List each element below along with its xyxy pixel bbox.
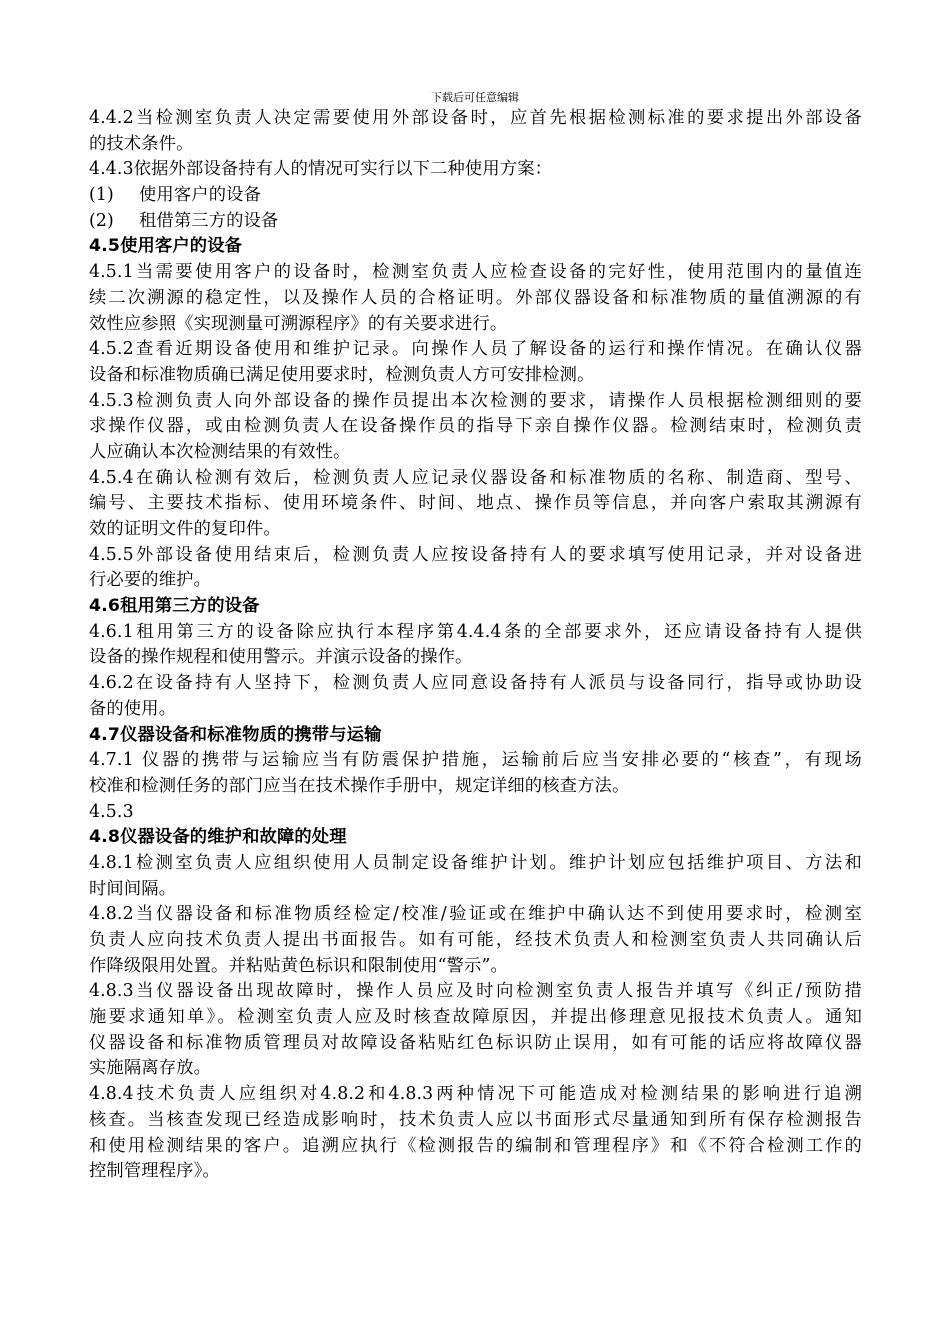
- paragraph-line: 4.8.4技术负责人应组织对4.8.2和4.8.3两种情况下可能造成对检测结果的影响进行追溯: [89, 1084, 862, 1105]
- paragraph-line: 核查。当核查发现已经造成影响时，技术负责人应以书面形式尽量通知到所有保存检测报告: [89, 1109, 862, 1130]
- paragraph-line: 设备的操作规程和使用警示。并演示设备的操作。: [89, 647, 473, 668]
- paragraph-line: 行必要的维护。: [89, 570, 212, 591]
- section-heading: 4.5使用客户的设备: [89, 236, 243, 257]
- paragraph-line: 4.4.3依据外部设备持有人的情况可实行以下二种使用方案：: [89, 159, 553, 180]
- paragraph-line: 4.4.2当检测室负责人决定需要使用外部设备时，应首先根据检测标准的要求提出外部设备: [89, 108, 862, 128]
- paragraph-line: 4.5.3: [89, 801, 134, 822]
- paragraph-line: 和使用检测结果的客户。追溯应执行《检测报告的编制和管理程序》和《不符合检测工作的: [89, 1135, 862, 1156]
- paragraph-line: 的技术条件。: [89, 133, 194, 154]
- paragraph-line: 人应确认本次检测结果的有效性。: [89, 441, 351, 462]
- paragraph-line: 4.5.5外部设备使用结束后，检测负责人应按设备持有人的要求填写使用记录，并对设备进: [89, 544, 862, 565]
- paragraph-line: 4.6.1租用第三方的设备除应执行本程序第4.4.4条的全部要求外，还应请设备持有人提供: [89, 621, 862, 642]
- section-heading: 4.7仪器设备和标准物质的携带与运输: [89, 724, 382, 745]
- list-item: [89, 183, 862, 209]
- paragraph-line: 4.8.3当仪器设备出现故障时，操作人员应及时向检测室负责人报告并填写《纠正/预防措: [89, 981, 862, 1002]
- paragraph-line: 校准和检测任务的部门应当在技术操作手册中，规定详细的核查方法。: [89, 775, 630, 796]
- paragraph-line: 4.8.1检测室负责人应组织使用人员制定设备维护计划。维护计划应包括维护项目、方法和: [89, 852, 862, 873]
- paragraph-line: 效性应参照《实现测量可溯源程序》的有关要求进行。: [89, 313, 508, 334]
- paragraph-line: 备的使用。: [89, 698, 177, 719]
- page-header-note: 下载后可任意编辑: [431, 91, 519, 104]
- list-item-number: (1): [89, 185, 114, 206]
- paragraph-line: 实施隔离存放。: [89, 1058, 212, 1079]
- paragraph-line: 编号、主要技术指标、使用环境条件、时间、地点、操作员等信息，并向客户索取其溯源有: [89, 493, 862, 514]
- list-item-number: (2): [89, 210, 114, 231]
- list-item: [89, 209, 862, 235]
- paragraph-line: 效的证明文件的复印件。: [89, 519, 281, 539]
- paragraph-line: 求操作仪器，或由检测负责人在设备操作员的指导下亲自操作仪器。检测结束时，检测负责: [89, 416, 862, 437]
- paragraph-line: 续二次溯源的稳定性，以及操作人员的合格证明。外部仪器设备和标准物质的量值溯源的有: [89, 287, 862, 308]
- paragraph-line: 施要求通知单》。检测室负责人应及时核查故障原因，并提出修理意见报技术负责人。通知: [89, 1007, 862, 1028]
- section-heading: 4.6租用第三方的设备: [89, 596, 260, 617]
- paragraph-line: 4.8.2当仪器设备和标准物质经检定/校准/验证或在维护中确认达不到使用要求时，检测室: [89, 904, 862, 925]
- paragraph-line: 仪器设备和标准物质管理员对故障设备粘贴红色标识防止误用，如有可能的话应将故障仪器: [89, 1032, 862, 1053]
- paragraph-line: 负责人应向技术负责人提出书面报告。如有可能，经技术负责人和检测室负责人共同确认后: [89, 930, 862, 950]
- list-item-text: 使用客户的设备: [139, 185, 262, 206]
- document-body: [89, 106, 862, 1185]
- paragraph-line: 控制管理程序》。: [89, 1161, 220, 1182]
- paragraph-line: 4.5.3检测负责人向外部设备的操作员提出本次检测的要求，请操作人员根据检测细则的要: [89, 390, 862, 411]
- paragraph-line: 4.5.2查看近期设备使用和维护记录。向操作人员了解设备的运行和操作情况。在确认仪器: [89, 339, 862, 360]
- list-item-text: 租借第三方的设备: [139, 210, 279, 231]
- paragraph-line: 4.5.4在确认检测有效后，检测负责人应记录仪器设备和标准物质的名称、制造商、型号、: [89, 467, 862, 488]
- paragraph-line: 时间间隔。: [89, 878, 177, 899]
- section-heading: 4.8仪器设备的维护和故障的处理: [89, 827, 347, 848]
- paragraph-line: 作降级限用处置。并粘贴黄色标识和限制使用“警示”。: [89, 955, 508, 976]
- paragraph-line: 4.6.2在设备持有人坚持下，检测负责人应同意设备持有人派员与设备同行，指导或协助设: [89, 673, 862, 694]
- paragraph-line: 设备和标准物质确已满足使用要求时，检测负责人方可安排检测。: [89, 364, 595, 385]
- paragraph-line: 4.7.1 仪器的携带与运输应当有防震保护措施，运输前后应当安排必要的“核查”，有现场: [89, 750, 862, 771]
- paragraph-line: 4.5.1当需要使用客户的设备时，检测室负责人应检查设备的完好性，使用范围内的量值连: [89, 262, 862, 283]
